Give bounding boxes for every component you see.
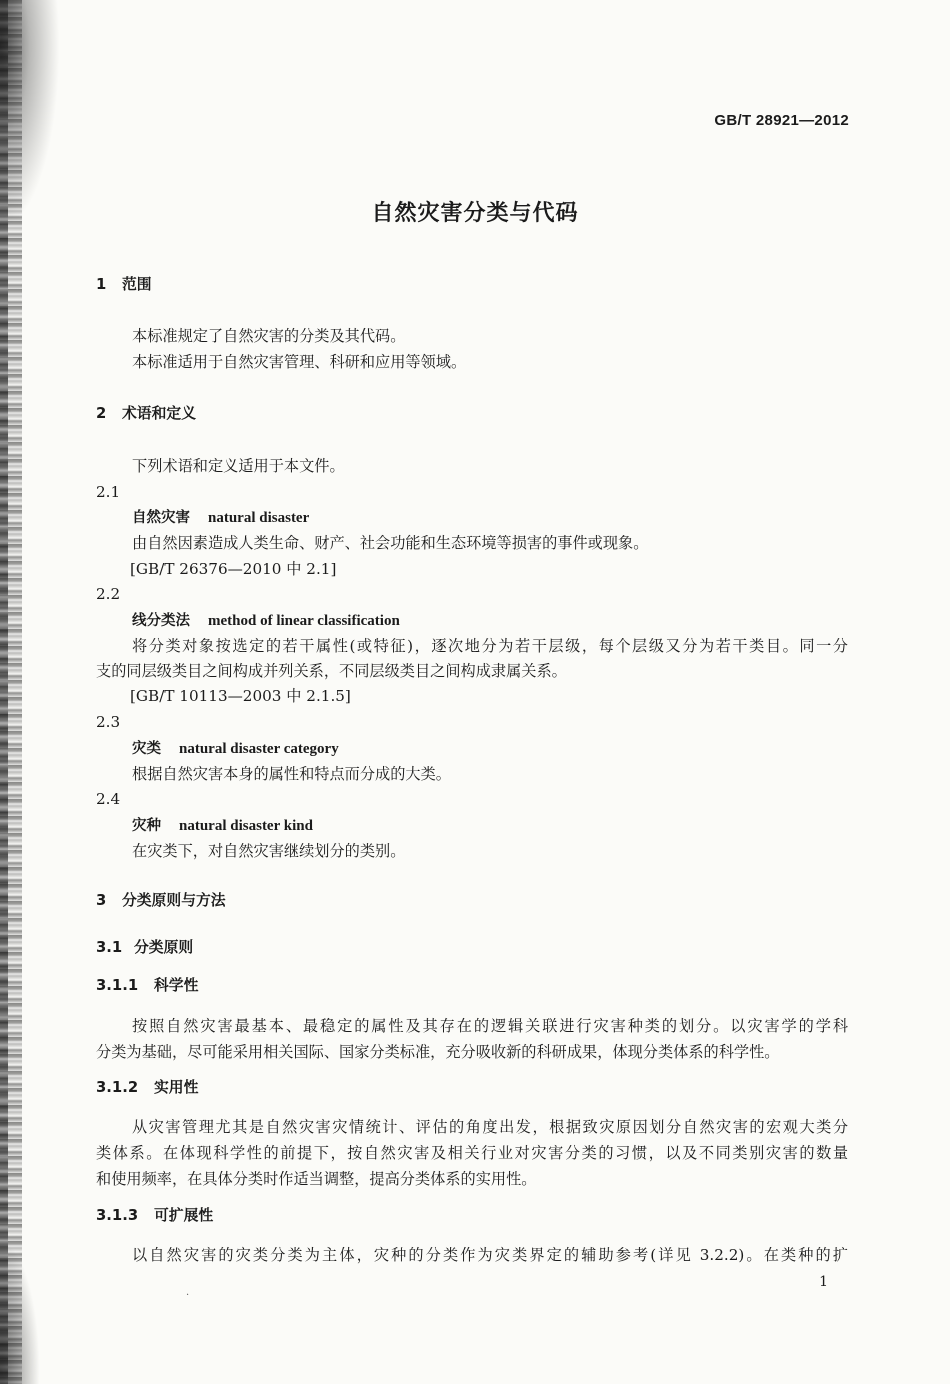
section-number: 1: [96, 276, 107, 293]
section-number: 3.1: [96, 939, 123, 956]
paragraph-cont: 和使用频率，在具体分类时作适当调整，提高分类体系的实用性。: [96, 1170, 537, 1188]
term-number: 2.2: [96, 585, 121, 603]
section-title: 实用性: [154, 1079, 199, 1096]
section-number: 3.1.3: [96, 1207, 139, 1224]
section-1-heading: [96, 275, 152, 295]
paragraph: 按照自然灾害最基本、最稳定的属性及其存在的逻辑关联进行灾害种类的划分。以灾害学的学科: [132, 1017, 848, 1035]
term-entry: [132, 738, 339, 759]
term-reference: [GB/T 10113—2003 中 2.1.5]: [130, 687, 351, 705]
section-number: 2: [96, 405, 107, 422]
term-definition-cont: 支的同层级类目之间构成并列关系，不同层级类目之间构成隶属关系。: [96, 662, 567, 680]
paragraph: 本标准规定了自然灾害的分类及其代码。: [132, 327, 406, 345]
term-en: natural disaster category: [179, 741, 339, 757]
term-en: method of linear classification: [208, 613, 400, 629]
section-number: 3.1.1: [96, 977, 139, 994]
term-entry: [132, 610, 400, 631]
paragraph: 下列术语和定义适用于本文件。: [132, 457, 345, 475]
page-number: 1: [819, 1274, 828, 1290]
term-en: natural disaster kind: [179, 818, 313, 834]
section-title: 分类原则: [134, 939, 194, 956]
term-zh: 灾种: [132, 818, 161, 834]
term-definition: 在灾类下，对自然灾害继续划分的类别。: [132, 842, 406, 860]
section-title: 分类原则与方法: [122, 892, 226, 909]
section-title: 术语和定义: [122, 405, 196, 422]
term-entry: [132, 507, 309, 528]
subsection-3-1-3-heading: [96, 1206, 213, 1226]
term-definition: 根据自然灾害本身的属性和特点而分成的大类。: [132, 765, 451, 783]
section-title: 科学性: [154, 977, 199, 994]
document-title: 自然灾害分类与代码: [371, 201, 579, 226]
paragraph-cont: 类体系。在体现科学性的前提下，按自然灾害及相关行业对灾害分类的习惯，以及不同类别灾害的数量: [96, 1144, 848, 1162]
term-en: natural disaster: [208, 510, 310, 526]
term-definition: 由自然因素造成人类生命、财产、社会功能和生态环境等损害的事件或现象。: [132, 534, 649, 552]
standard-code: GB/T 28921—2012: [714, 112, 849, 129]
term-number: 2.1: [96, 483, 121, 501]
section-number: 3: [96, 892, 107, 909]
term-zh: 灾类: [132, 741, 161, 757]
term-reference: [GB/T 26376—2010 中 2.1]: [130, 560, 337, 578]
paragraph-cont: 分类为基础，尽可能采用相关国际、国家分类标准，充分吸收新的科研成果，体现分类体系的科学性。: [96, 1043, 780, 1061]
subsection-3-1-2-heading: [96, 1078, 198, 1098]
subsection-3-1-heading: [96, 938, 193, 958]
subsection-3-1-1-heading: [96, 976, 198, 996]
section-title: 范围: [122, 276, 152, 293]
paragraph: 从灾害管理尤其是自然灾害灾情统计、评估的角度出发，根据致灾原因划分自然灾害的宏观大类分: [132, 1118, 848, 1136]
term-number: 2.3: [96, 713, 121, 731]
scan-speck: ·: [186, 1290, 190, 1301]
section-3-heading: [96, 891, 226, 911]
term-entry: [132, 815, 313, 836]
term-zh: 自然灾害: [132, 510, 190, 526]
section-title: 可扩展性: [154, 1207, 214, 1224]
term-zh: 线分类法: [132, 613, 190, 629]
term-number: 2.4: [96, 790, 121, 808]
paragraph: 本标准适用于自然灾害管理、科研和应用等领域。: [132, 353, 467, 371]
term-definition: 将分类对象按选定的若干属性(或特征)，逐次地分为若干层级，每个层级又分为若干类目。同一分: [132, 637, 848, 655]
section-number: 3.1.2: [96, 1079, 139, 1096]
scan-blotch-bottom: [0, 1240, 40, 1384]
paragraph: 以自然灾害的灾类分类为主体，灾种的分类作为灾类界定的辅助参考(详见 3.2.2)。在类种的扩: [132, 1246, 848, 1264]
section-2-heading: [96, 404, 196, 424]
